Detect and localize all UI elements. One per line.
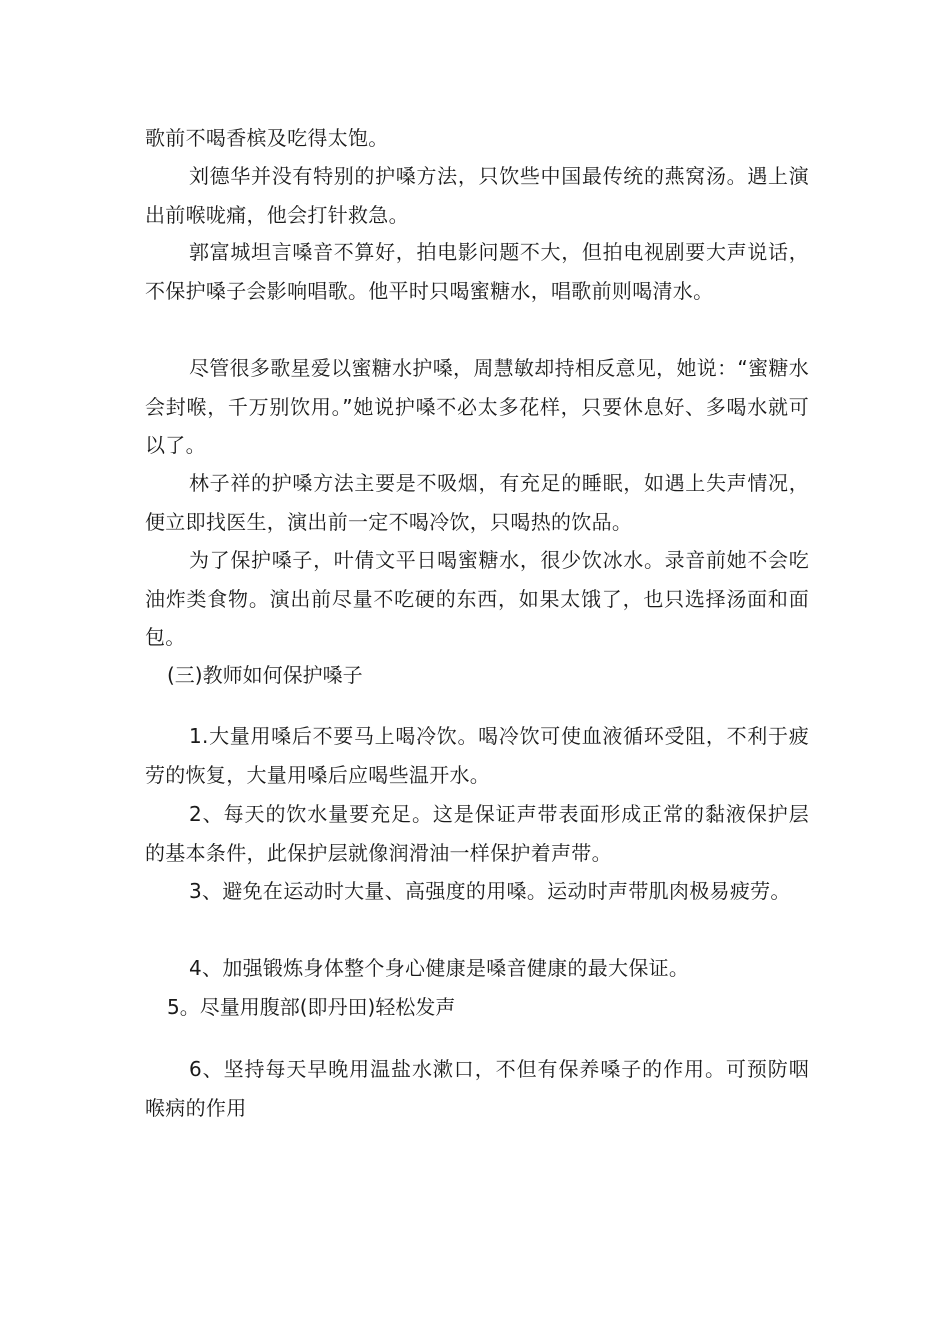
tip-item: 2、每天的饮水量要充足。这是保证声带表面形成正常的黏液保护层的基本条件，此保护层就像润滑油一样保护着声带。	[145, 802, 809, 865]
paragraph-aaron-kwok: 郭富城坦言嗓音不算好，拍电影问题不大，但拍电视剧要大声说话，不保护嗓子会影响唱歌。他平时只喝蜜糖水，唱歌前则喝清水。	[145, 240, 809, 303]
paragraph-sally-yeh: 为了保护嗓子，叶倩文平日喝蜜糖水，很少饮冰水。录音前她不会吃油炸类食物。演出前尽量不吃硬的东西，如果太饿了，也只选择汤面和面包。	[145, 548, 809, 649]
paragraph-george-lam: 林子祥的护嗓方法主要是不吸烟，有充足的睡眠，如遇上失声情况，便立即找医生，演出前一定不喝冷饮，只喝热的饮品。	[145, 471, 809, 534]
tip-item: 5。尽量用腹部(即丹田)轻松发声	[167, 995, 456, 1019]
paragraph-vivian-chow: 尽管很多歌星爱以蜜糖水护嗓，周慧敏却持相反意见，她说：“蜜糖水会封喉，千万别饮用。”她说护嗓不必太多花样，只要休息好、多喝水就可以了。	[145, 356, 809, 457]
section-heading: (三)教师如何保护嗓子	[167, 663, 363, 687]
tip-item: 6、坚持每天早晚用温盐水漱口，不但有保养嗓子的作用。可预防咽喉病的作用	[145, 1057, 809, 1120]
tip-item: 3、避免在运动时大量、高强度的用嗓。运动时声带肌肉极易疲劳。	[189, 879, 791, 903]
tip-item: 4、加强锻炼身体整个身心健康是嗓音健康的最大保证。	[189, 956, 690, 980]
paragraph-continuation: 歌前不喝香槟及吃得太饱。	[145, 126, 389, 150]
tip-item: 1.大量用嗓后不要马上喝冷饮。喝冷饮可使血液循环受阻，不利于疲劳的恢复，大量用嗓后应喝些温开水。	[145, 724, 809, 787]
paragraph-andy-lau: 刘德华并没有特别的护嗓方法，只饮些中国最传统的燕窝汤。遇上演出前喉咙痛，他会打针救急。	[145, 164, 809, 227]
